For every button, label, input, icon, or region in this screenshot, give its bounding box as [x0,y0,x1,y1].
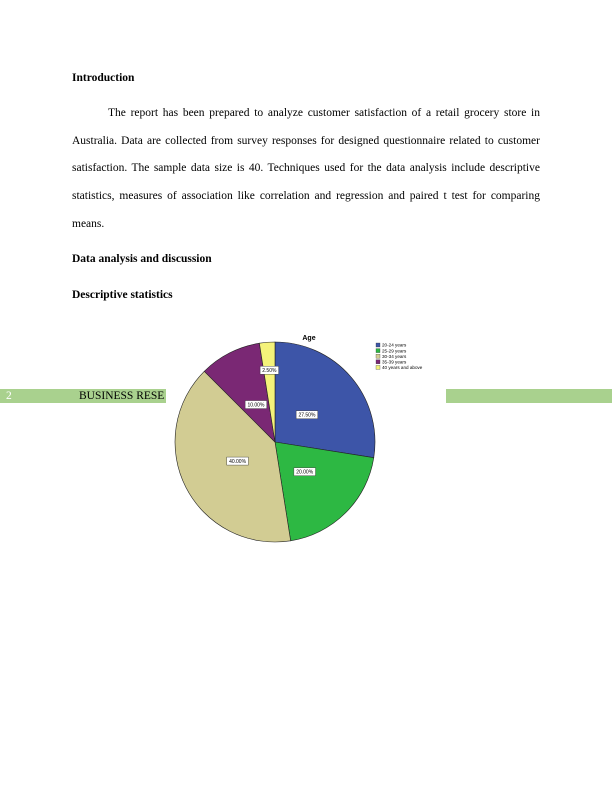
legend-swatch-0 [376,343,380,347]
legend-label-1: 25-29 years [382,348,407,354]
introduction-heading: Introduction [72,72,135,84]
introduction-paragraph: The report has been prepared to analyze customer satisfaction of a retail grocery store in Australia. Data are collected from survey responses for designed questionnaire related to customer satisfaction. The sample data size is 40. Techniques used for the data analysis include descriptive statistics, measures of association like correlation and regression and paired t test for comparing means. [72,107,540,230]
running-header-title: BUSINESS RESE [79,390,165,402]
age-pie-chart [168,326,438,550]
legend-label-3: 35-39 years [382,359,407,365]
legend-label-4: 40 years and above [382,365,423,371]
chart-title: Age [302,335,316,342]
slice-label-2: 40.00% [229,459,247,466]
legend-label-0: 20-24 years [382,342,407,348]
legend-swatch-1 [376,349,380,353]
header-band-right [446,389,612,403]
legend-swatch-3 [376,360,380,364]
slice-label-4: 2.50% [262,368,277,375]
slice-label-3: 10.00% [247,402,265,409]
slice-label-1: 20.00% [296,469,314,476]
descriptive-heading: Descriptive statistics [72,289,173,301]
legend-swatch-4 [376,365,380,369]
slice-label-0: 27.50% [298,412,316,419]
analysis-heading: Data analysis and discussion [72,253,212,265]
pie-chart-svg [168,326,438,550]
legend-swatch-2 [376,354,380,358]
page-number: 2 [6,390,12,402]
legend-label-2: 30-34 years [382,353,407,359]
